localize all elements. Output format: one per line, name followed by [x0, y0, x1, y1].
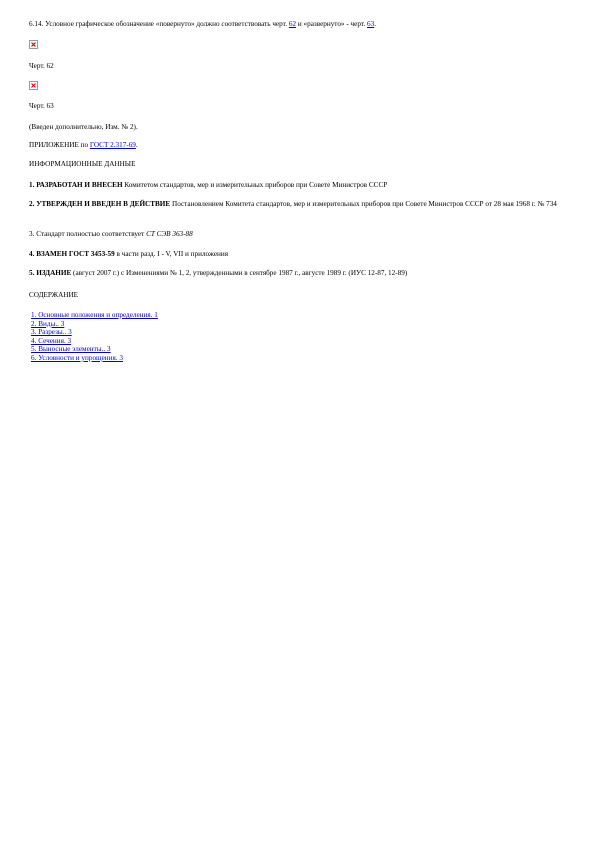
amendment-note: (Введен дополнительно, Изм. № 2).	[29, 123, 138, 131]
info-item-standard: СТ СЭВ 363-88	[146, 230, 193, 238]
info-item-label: 4. ВЗАМЕН ГОСТ 3453-59	[29, 250, 115, 258]
info-item-label: 2. УТВЕРЖДЕН И ВВЕДЕН В ДЕЙСТВИЕ	[29, 200, 171, 208]
appendix-prefix: ПРИЛОЖЕНИЕ по	[29, 141, 90, 149]
info-item-text: Комитетом стандартов, мер и измерительных приборов при Совете Министров СССР	[122, 181, 388, 189]
info-item-1	[29, 181, 387, 190]
toc-link-5[interactable]: 5. Выносные элементы.. 3	[31, 345, 111, 354]
info-heading: ИНФОРМАЦИОННЫЕ ДАННЫЕ	[29, 160, 136, 168]
info-item-5	[29, 269, 407, 278]
toc-link-2[interactable]: 2. Виды.. 3	[31, 319, 65, 328]
paragraph-6-14	[29, 20, 376, 29]
broken-image-icon	[29, 40, 38, 49]
toc-link-1[interactable]: 1. Основные положения и определения. 1	[31, 311, 158, 319]
broken-image-icon	[29, 81, 38, 90]
info-item-3	[29, 230, 193, 239]
paragraph-text: 6.14. Условное графическое обозначение «повернуто» должно соответствовать черт.	[29, 20, 289, 28]
link-fig-62[interactable]: 62	[288, 20, 297, 28]
link-fig-63[interactable]: 63	[367, 20, 375, 28]
toc-link-3[interactable]: 3. Разрезы.. 3	[31, 328, 72, 337]
toc-link-4[interactable]: 4. Сечения. 3	[31, 336, 72, 345]
figure-caption-63: Черт. 63	[29, 102, 54, 110]
paragraph-text: .	[374, 20, 376, 28]
appendix-line	[29, 141, 138, 150]
toc-link-6[interactable]: 6. Условности и упрощения. 3	[31, 353, 123, 362]
figure-caption-62: Черт. 62	[29, 62, 54, 70]
table-of-contents	[31, 311, 158, 363]
info-item-label: 5. ИЗДАНИЕ	[29, 269, 72, 277]
appendix-suffix: .	[135, 141, 138, 149]
contents-heading: СОДЕРЖАНИЕ	[29, 291, 79, 299]
info-item-text: Постановлением Комитета стандартов, мер и измерительных приборов при Совете Министров СССР от 28 мая 1968 г. № 734	[170, 200, 557, 208]
info-item-text: в части разд. I - V, VII и приложения	[114, 250, 229, 258]
gost-link[interactable]: ГОСТ 2.317-69	[89, 141, 136, 149]
info-item-text: (август 2007 г.) с Изменениями № 1, 2, утвержденными в сентябре 1987 г., августе 1989 г. (ИУС 12-87, 12-89)	[71, 269, 408, 277]
paragraph-text: и «развернуто» - черт.	[296, 20, 368, 28]
info-item-2	[29, 200, 569, 209]
info-item-4	[29, 250, 228, 259]
info-item-text: 3. Стандарт полностью соответствует	[29, 230, 147, 238]
info-item-label: 1. РАЗРАБОТАН И ВНЕСЕН	[29, 181, 123, 189]
